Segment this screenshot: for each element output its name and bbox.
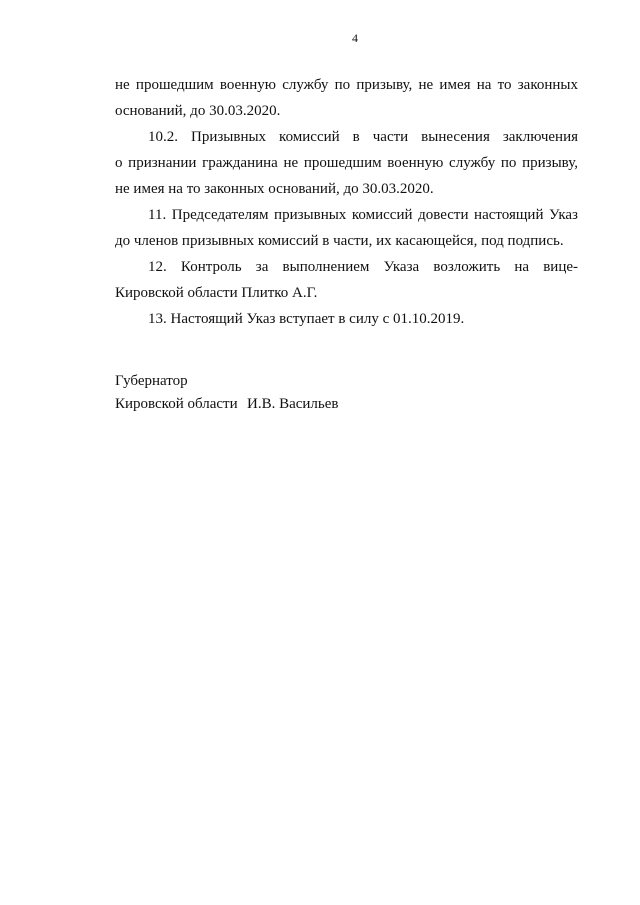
paragraph-11: [115, 202, 578, 254]
text-line: 11. Председателям призывных комиссий довести настоящий Указ: [148, 207, 578, 223]
text-line: до членов призывных комиссий в части, их касающейся, под подпись.: [115, 233, 564, 249]
text-line: 10.2. Призывных комиссий в части вынесения заключения: [148, 129, 578, 145]
paragraph-12: [115, 254, 578, 306]
text-line: 13. Настоящий Указ вступает в силу с 01.10.2019.: [148, 311, 465, 327]
paragraph-13: [115, 306, 578, 332]
document-body: [115, 72, 578, 332]
page-number: 4: [352, 31, 358, 45]
text-line: 12. Контроль за выполнением Указа возложить на вице-: [148, 259, 578, 275]
text-line: не прошедшим военную службу по призыву, не имея на то законных: [115, 77, 578, 93]
signature-region: Кировской области: [115, 396, 238, 412]
text-line: Кировской области Плитко А.Г.: [115, 285, 318, 301]
signatory-name: И.В. Васильев: [247, 396, 339, 412]
paragraph-continuation: [115, 72, 578, 124]
paragraph-10-2: [115, 124, 578, 202]
signature-block: [115, 370, 475, 416]
text-line: оснований, до 30.03.2020.: [115, 103, 281, 119]
signature-region-row: [115, 393, 475, 416]
signature-position-row: [115, 370, 475, 393]
text-line: не имея на то законных оснований, до 30.03.2020.: [115, 181, 434, 197]
signature-position: Губернатор: [115, 373, 188, 389]
text-line: о признании гражданина не прошедшим военную службу по призыву,: [115, 155, 578, 171]
